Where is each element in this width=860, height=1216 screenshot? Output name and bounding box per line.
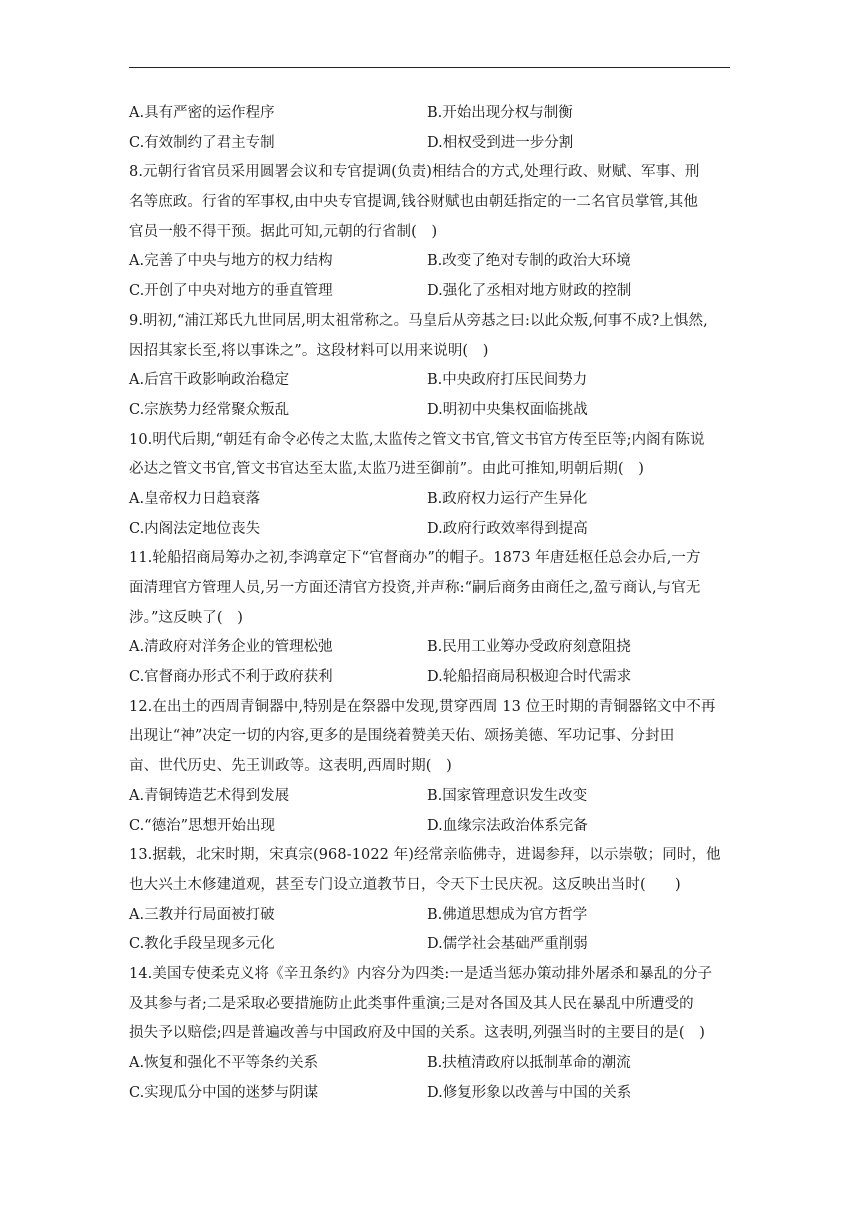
question-text-line: 8.元朝行省官员采用圆署会议和专官提调(负责)相结合的方式,处理行政、财赋、军事、刑 [129,164,700,181]
option-row [129,930,739,960]
option-row [129,633,739,663]
option-right: D.修复形象以改善与中国的关系 [427,1084,632,1101]
option-row [129,277,739,307]
option-right: B.开始出现分权与制衡 [427,105,573,121]
option-right: B.民用工业筹办受政府刻意阻挠 [427,639,631,656]
option-row [129,485,739,515]
option-right: D.轮船招商局积极迎合时代需求 [427,669,632,686]
option-left: A.三教并行局面被打破 [129,906,275,923]
question-text-line: 及其参与者;二是采取必要措施防止此类事件重演;三是对各国及其人民在暴乱中所遭受的 [129,995,694,1012]
option-left: C.实现瓜分中国的迷梦与阴谋 [129,1084,319,1101]
option-right: D.强化了丞相对地方财政的控制 [427,283,632,300]
question-text-line: 名等庶政。行省的军事权,由中央专官提调,钱谷财赋也由朝廷指定的一二名官员掌管,其他 [129,194,698,211]
question-text-line: 因招其家长至,将以事诛之”。这段材料可以用来说明( ) [129,342,489,359]
option-row [129,99,739,129]
option-row [129,515,739,545]
question-text-line: 官员一般不得干预。据此可知,元朝的行省制( ) [129,223,438,240]
question-text-line: 13.据载，北宋时期，宋真宗(968-1022 年)经常亲临佛寺，进谒参拜，以示崇敬；同时，他 [129,847,721,864]
option-left: A.恢复和强化不平等条约关系 [129,1055,319,1071]
question-text-line: 9.明初,“浦江郑氏九世同居,明太祖常称之。马皇后从旁惎之曰:以此众叛,何事不成?上惧然, [129,312,708,329]
option-right: B.政府权力运行产生异化 [427,490,588,507]
option-left: A.具有严密的运作程序 [129,105,275,121]
option-right: B.佛道思想成为官方哲学 [427,906,588,923]
question-text-line: 10.明代后期,“朝廷有命令必传之太监,太监传之管文书官,管文书官方传至臣等;内阁有陈说 [129,431,705,448]
header-rule [129,67,730,68]
option-left: C.开创了中央对地方的垂直管理 [129,283,333,300]
question-text-line: 也大兴土木修建道观，甚至专门设立道教节日，令天下士民庆祝。这反映出当时( ) [129,876,681,893]
option-left: C.有效制约了君主专制 [129,134,275,151]
option-left: A.后宫干政影响政治稳定 [129,372,290,389]
option-right: B.扶植清政府以抵制革命的潮流 [427,1055,631,1071]
question-content [129,99,739,1108]
option-right: D.政府行政效率得到提高 [427,520,588,537]
option-row [129,812,739,842]
question-text-line: 损失予以赔偿;四是普遍改善与中国政府及中国的关系。这表明,列强当时的主要目的是( ) [129,1025,706,1042]
question-text-line: 12.在出土的西周青铜器中,特别是在祭器中发现,贯穿西周 13 位王时期的青铜器铭文中不再 [129,698,716,715]
question-text-line: 面清理官方管理人员,另一方面还清官方投资,并声称:“嗣后商务由商任之,盈亏商认,与官无 [129,580,701,596]
option-left: A.青铜铸造艺术得到发展 [129,787,290,804]
option-row [129,129,739,159]
option-left: C.官督商办形式不利于政府获利 [129,669,333,686]
question-text-line: 必达之管文书官,管文书官达至太监,太监乃进至御前”。由此可推知,明朝后期( ) [129,461,644,478]
option-right: D.血缘宗法政治体系完备 [427,817,588,834]
option-row [129,396,739,426]
option-row [129,663,739,693]
option-row [129,247,739,277]
option-right: B.改变了绝对专制的政治大环境 [427,253,631,270]
option-row [129,782,739,812]
option-left: C.教化手段呈现多元化 [129,936,275,953]
option-left: A.完善了中央与地方的权力结构 [129,253,333,270]
option-right: B.国家管理意识发生改变 [427,787,588,804]
question-text-line: 14.美国专使柔克义将《辛丑条约》内容分为四类:一是适当惩办策动排外屠杀和暴乱的分子 [129,965,713,982]
option-row [129,366,739,396]
option-left: C.“德治”思想开始出现 [129,817,276,834]
option-left: C.内阁法定地位丧失 [129,520,261,537]
option-right: D.儒学社会基础严重削弱 [427,936,588,953]
question-text-line: 11.轮船招商局筹办之初,李鸿章定下“官督商办”的帽子。1873 年唐廷枢任总会办后,一方 [129,550,701,567]
option-left: A.皇帝权力日趋衰落 [129,490,261,507]
question-text-line: 亩、世代历史、先王训政等。这表明,西周时期( ) [129,758,452,775]
option-right: B.中央政府打压民间势力 [427,372,588,389]
option-left: C.宗族势力经常聚众叛乱 [129,401,290,418]
option-right: D.相权受到进一步分割 [427,134,574,151]
option-row [129,1049,739,1079]
option-left: A.清政府对洋务企业的管理松弛 [129,639,333,656]
option-row [129,1079,739,1109]
option-row [129,901,739,931]
question-text-line: 涉。”这反映了( ) [129,609,243,626]
question-text-line: 出现让“神”决定一切的内容,更多的是围绕着赞美天佑、颂扬美德、军功记事、分封田 [129,728,675,745]
option-right: D.明初中央集权面临挑战 [427,401,588,418]
